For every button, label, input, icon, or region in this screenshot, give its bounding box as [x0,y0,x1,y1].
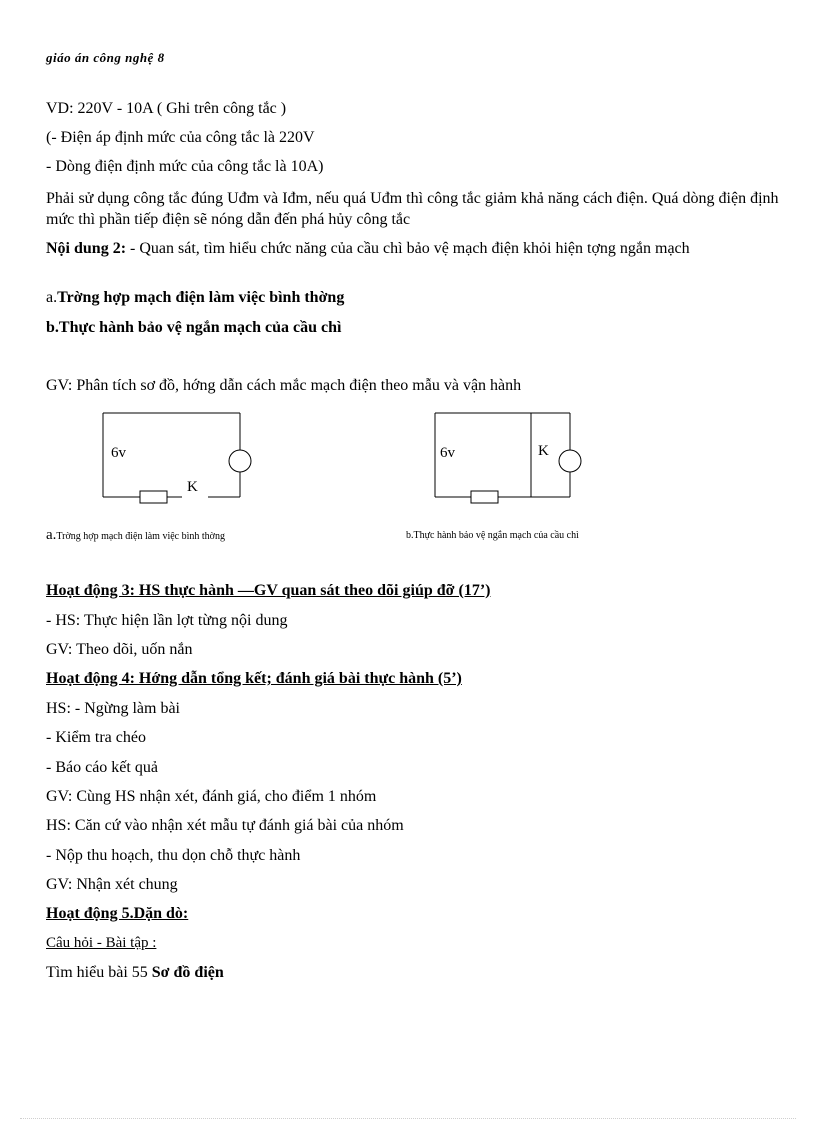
switch-label: K [538,443,549,459]
fuse [140,491,167,503]
caption-a [46,527,225,544]
activity-4-title: Hoạt động 4: Hớng dẫn tổng kết; đánh giá bài thực hành (5’) [46,670,462,687]
caption-prefix: a. [46,527,57,543]
fuse [471,491,498,503]
caption-text: Trờng hợp mạch điện làm việc bình thờng [56,531,225,542]
page-footer-divider [20,1118,796,1119]
text-line: GV: Nhận xét chung [46,876,178,893]
paragraph [46,238,786,259]
caption-b: b.Thực hành bảo vệ ngắn mạch của cầu chì [406,530,579,541]
lesson-title: Sơ đồ điện [151,964,224,981]
switch-label: K [187,479,198,495]
activity-5-title: Hoạt động 5.Dặn dò: [46,905,189,922]
subsection-a [46,289,344,307]
text-line: - Báo cáo kết quả [46,759,158,776]
homework-line [46,964,224,982]
text-line: HS: Căn cứ vào nhận xét mẫu tự đánh giá bài của nhóm [46,817,404,834]
text-line: - Nộp thu hoạch, thu dọn chỗ thực hành [46,847,301,864]
text-line: GV: Cùng HS nhận xét, đánh giá, cho điểm 1 nhóm [46,788,377,805]
circuit-diagram-b [428,408,598,508]
activity-3-title: Hoạt động 3: HS thực hành —GV quan sát theo dõi giúp đỡ (17’) [46,582,491,599]
text-line: - Dòng điện định mức của công tắc là 10A) [46,158,324,175]
section-text: - Quan sát, tìm hiểu chức năng của cầu chì bảo vệ mạch điện khỏi hiện tợng ngắn mạch [126,240,690,257]
text-line: GV: Theo dõi, uốn nắn [46,641,193,658]
page-header: giáo án công nghệ 8 [46,50,165,65]
text-line: HS: - Ngừng làm bài [46,700,180,717]
text-line: VD: 220V - 10A ( Ghi trên công tắc ) [46,100,287,117]
voltage-label: 6v [111,445,126,461]
voltage-label: 6v [440,445,455,461]
text-line: (- Điện áp định mức của công tắc là 220V [46,129,315,146]
subsection-title: Trờng hợp mạch điện làm việc bình thờng [57,289,345,306]
text-line: - HS: Thực hiện lần lợt từng nội dung [46,612,288,629]
lamp [229,450,251,472]
paragraph: Phải sử dụng công tắc đúng Uđm và Iđm, nếu quá Uđm thì công tắc giảm khả năng cách điện. Quá dòng điện định mức thì phần tiếp điện sẽ nóng dẫn đến phá hủy công tắc [46,190,779,228]
circuit-diagram-a [95,408,265,508]
subsection-prefix: a. [46,289,58,306]
section-label: Nội dung 2: [46,240,127,257]
homework-heading: Câu hỏi - Bài tập : [46,935,157,951]
text-line: GV: Phân tích sơ đồ, hớng dẫn cách mắc mạch điện theo mẫu và vận hành [46,377,522,394]
lamp [559,450,581,472]
text-line: - Kiểm tra chéo [46,729,146,746]
subsection-b: b.Thực hành bảo vệ ngắn mạch của cầu chì [46,319,342,336]
homework-text: Tìm hiểu bài 55 [46,964,152,981]
